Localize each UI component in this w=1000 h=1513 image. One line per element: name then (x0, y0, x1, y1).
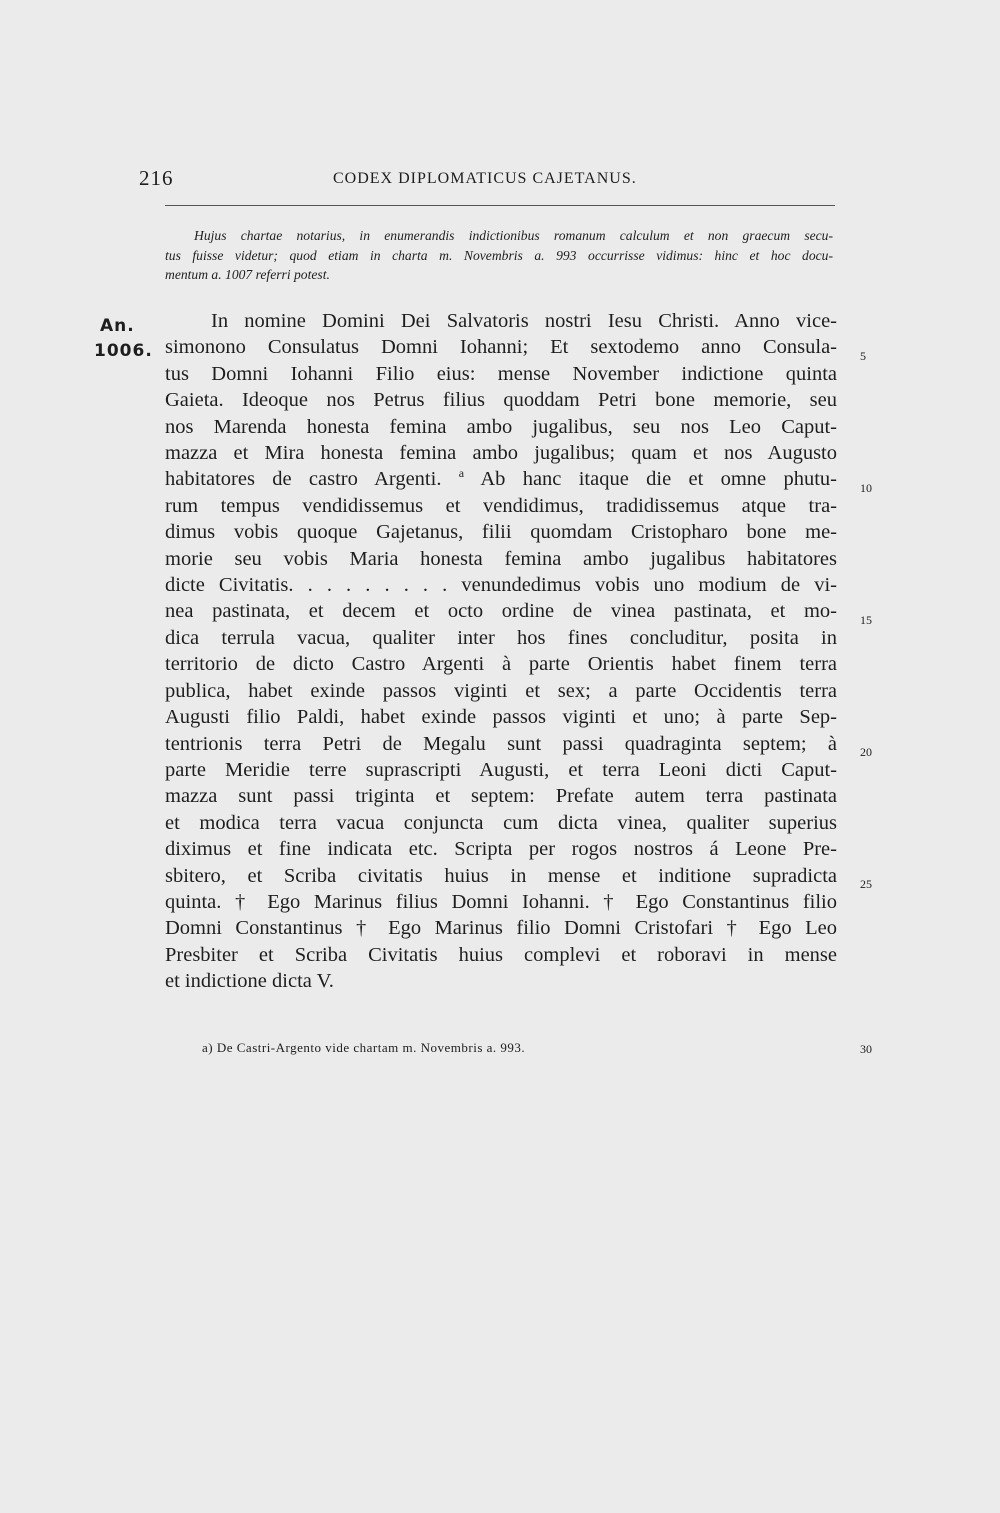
line-number-20: 20 (860, 745, 872, 759)
charter-line: mazza et Mira honesta femina ambo jugalibus; quam et nos Augusto (165, 442, 837, 465)
charter-line: morie seu vobis Maria honesta femina ambo jugalibus habitatores (165, 547, 837, 570)
charter-line: publica, habet exinde passos viginti et sex; a parte Occidentis terra (165, 679, 837, 702)
charter-line: parte Meridie terre suprascripti Augusti, et terra Leoni dicti Caput- (165, 758, 837, 781)
running-title: CODEX DIPLOMATICUS CAJETANUS. (333, 170, 637, 187)
editorial-note (165, 226, 833, 285)
charter-line: nos Marenda honesta femina ambo jugalibus, seu nos Leo Caput- (165, 415, 837, 438)
charter-line: sbitero, et Scriba civitatis huius in mense et inditione supradicta (165, 864, 837, 887)
note-line: Hujus chartae notarius, in enumerandis indictionibus romanum calculum et non graecum secu- (194, 228, 833, 243)
line-number-30: 30 (860, 1042, 872, 1056)
charter-line: Gaieta. Ideoque nos Petrus filius quoddam Petri bone memorie, seu (165, 389, 837, 412)
line-number-15: 15 (860, 613, 872, 627)
charter-line: et modica terra vacua conjuncta cum dicta vinea, qualiter superius (165, 811, 837, 834)
line-number-25: 25 (860, 877, 872, 891)
charter-line: tentrionis terra Petri de Megalu sunt passi quadraginta septem; à (165, 732, 837, 755)
charter-line (165, 466, 837, 492)
charter-line: dimus vobis quoque Gajetanus, filii quomdam Cristopharo bone me- (165, 521, 837, 544)
footnote-ref[interactable]: a (458, 466, 465, 481)
charter-line: rum tempus vendidissemus et vendidimus, tradidissemus atque tra- (165, 494, 837, 517)
charter-line: Augusti filio Paldi, habet exinde passos viginti et uno; à parte Sep- (165, 706, 837, 729)
charter-line-start: habitatores de castro Argenti. (165, 468, 442, 491)
charter-line: et indictione dicta V. (165, 970, 334, 993)
charter-line: Presbiter et Scriba Civitatis huius complevi et roboravi in mense (165, 943, 837, 966)
charter-line: diximus et fine indicata etc. Scripta per rogos nostros á Leone Pre- (165, 838, 837, 861)
header-rule (165, 205, 835, 206)
charter-line: simonono Consulatus Domni Iohanni; Et sextodemo anno Consula- (165, 336, 837, 359)
charter-line: mazza sunt passi triginta et septem: Prefate autem terra pastinata (165, 785, 837, 808)
year-label-prefix: An. (100, 316, 135, 336)
charter-line: nea pastinata, et decem et octo ordine de vinea pastinata, et mo- (165, 600, 837, 623)
charter-line: In nomine Domini Dei Salvatoris nostri Iesu Christi. Anno vice- (211, 310, 837, 332)
line-number-10: 10 (860, 481, 872, 495)
page-number: 216 (139, 166, 174, 190)
note-line: mentum a. 1007 referri potest. (165, 267, 330, 282)
charter-line-rest: Ab hanc itaque die et omne phutu- (480, 468, 838, 491)
charter-line: territorio de dicto Castro Argenti à parte Orientis habet finem terra (165, 653, 837, 676)
charter-line: Domni Constantinus † Ego Marinus filio Domni Cristofari † Ego Leo (165, 917, 837, 940)
charter-line: dicte Civitatis. . . . . . . . . venundedimus vobis uno modium de vi- (165, 574, 837, 597)
charter-line: dica terrula vacua, qualiter inter hos fines concluditur, posita in (165, 626, 837, 649)
year-label-year: 1006. (94, 341, 153, 361)
line-number-5: 5 (860, 349, 866, 363)
footnote: a) De Castri-Argento vide chartam m. Novembris a. 993. (202, 1040, 526, 1055)
charter-line: quinta. † Ego Marinus filius Domni Iohanni. † Ego Constantinus filio (165, 890, 837, 913)
charter-text (165, 308, 837, 995)
charter-line: tus Domni Iohanni Filio eius: mense November indictione quinta (165, 362, 837, 385)
note-line: tus fuisse videtur; quod etiam in charta m. Novembris a. 993 occurrisse vidimus: hinc et hoc docu- (165, 247, 833, 263)
